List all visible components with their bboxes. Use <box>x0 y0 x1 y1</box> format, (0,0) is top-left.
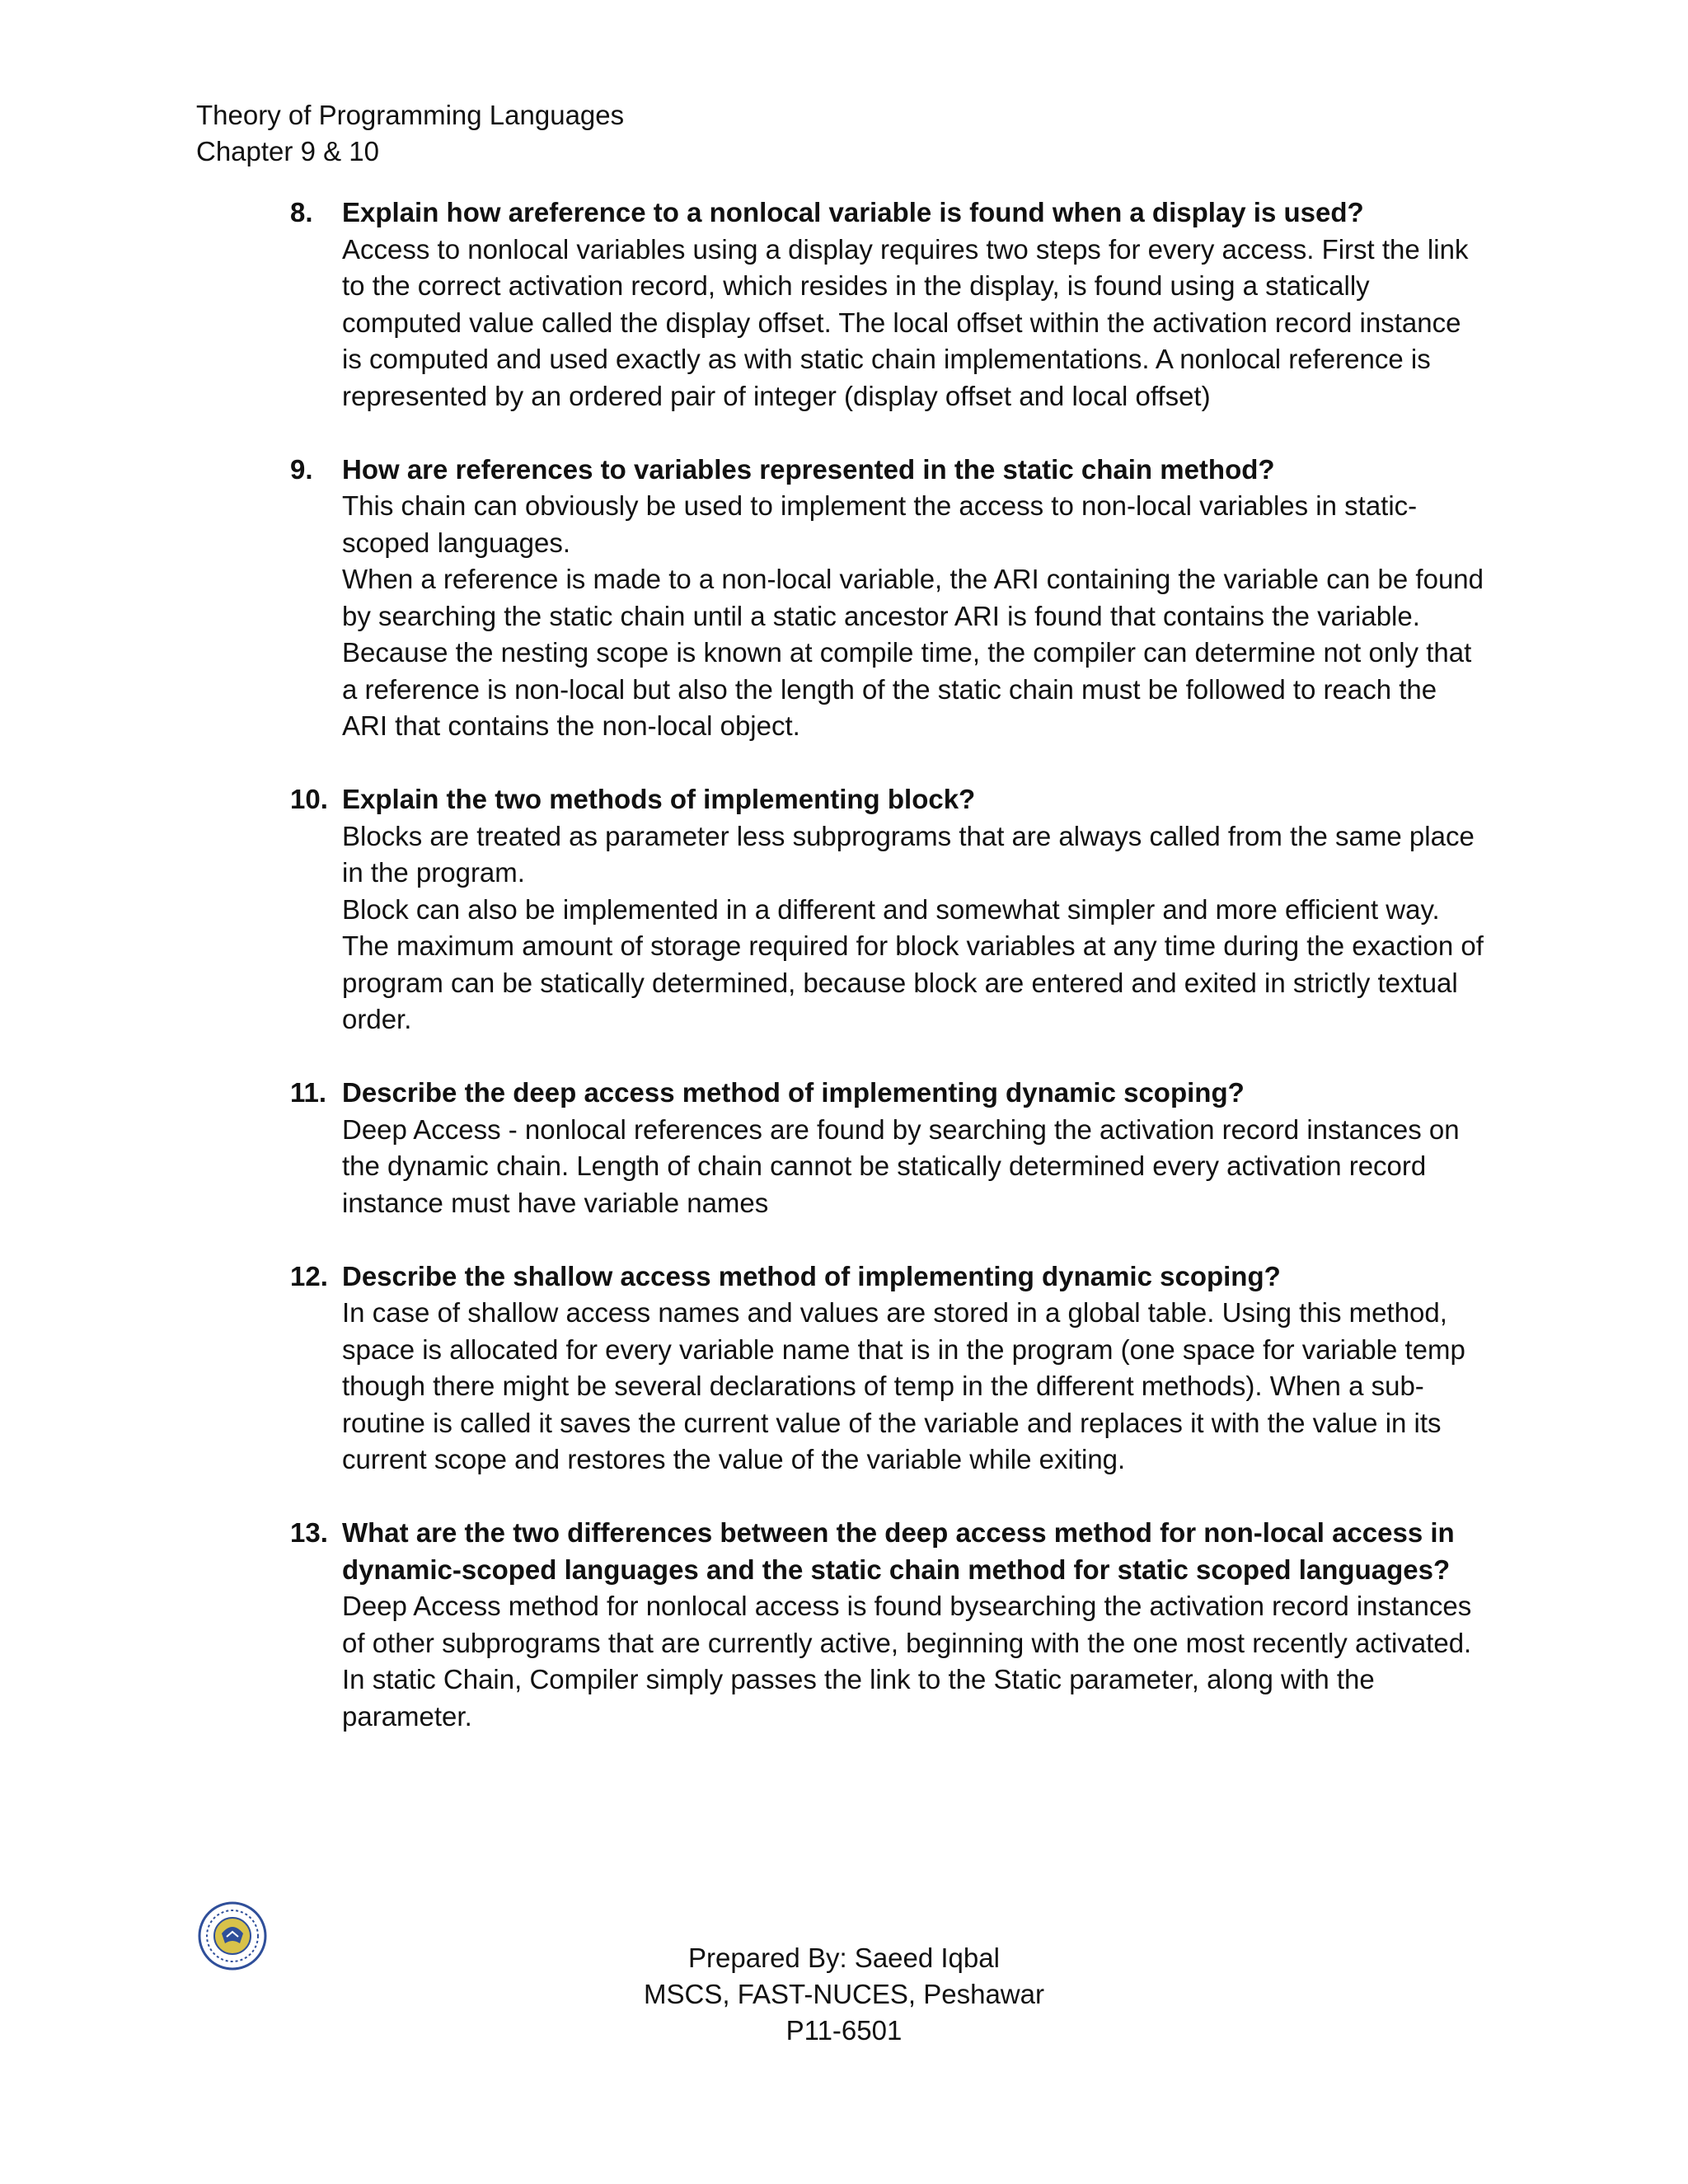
answer-text <box>342 1112 1487 1222</box>
question-body <box>342 1258 1487 1479</box>
question-body <box>342 194 1487 415</box>
document-header <box>196 97 624 170</box>
question-item <box>292 1258 1487 1479</box>
question-text: Explain how areference to a nonlocal variable is found when a display is used? <box>342 197 1364 227</box>
answer-paragraph: Deep Access method for nonlocal access is found bysearching the activation record instances of other subprograms that are currently active, beginning with the one most recently activated. <box>342 1591 1472 1658</box>
course-title: Theory of Programming Languages <box>196 100 625 130</box>
answer-text <box>342 818 1487 1038</box>
author-line: Prepared By: Saeed Iqbal <box>688 1943 1000 1973</box>
answer-text <box>342 232 1487 415</box>
question-number: 9. <box>290 453 313 485</box>
answer-paragraph: Because the nesting scope is known at compile time, the compiler can determine not only that a reference is non-local but also the length of the static chain must be followed to reach the ARI that contains the non-local object. <box>342 637 1472 741</box>
question-text: Explain the two methods of implementing block? <box>342 784 976 814</box>
question-body <box>342 1515 1487 1735</box>
student-id-line: P11-6501 <box>785 2015 903 2046</box>
question-number: 11. <box>290 1077 327 1108</box>
question-text: Describe the shallow access method of implementing dynamic scoping? <box>342 1260 1281 1291</box>
answer-paragraph: In case of shallow access names and values are stored in a global table. Using this method, space is allocated for every variable name that is in the program (one space for variable temp though there might be several declarations of temp in the different methods). When a sub-routine is called it saves the current value of the variable and replaces it with the value in its current scope and restores the value of the variable while exiting. <box>342 1297 1465 1474</box>
question-number: 8. <box>290 197 313 227</box>
answer-paragraph: Access to nonlocal variables using a display requires two steps for every access. First the link to the correct activation record, which resides in the display, is found using a statically computed value called the display offset. The local offset within the activation record instance is computed and used exactly as with static chain implementations. A nonlocal reference is represented by an ordered pair of integer (display offset and local offset) <box>342 233 1469 411</box>
question-list <box>292 194 1487 1772</box>
question-item <box>292 1515 1487 1735</box>
answer-text <box>342 488 1487 745</box>
answer-paragraph: In static Chain, Compiler simply passes the link to the Static parameter, along with the parameter. <box>342 1664 1375 1732</box>
answer-text <box>342 1588 1487 1735</box>
question-number: 13. <box>290 1517 328 1548</box>
question-item <box>292 452 1487 745</box>
answer-paragraph: Block can also be implemented in a different and somewhat simpler and more efficient way. The maximum amount of storage required for block variables at any time during the exaction of program can be statically determined, because block are entered and exited in strictly textual order. <box>342 893 1484 1034</box>
question-body <box>342 1075 1487 1221</box>
question-item <box>292 194 1487 415</box>
document-footer <box>0 1940 1688 2049</box>
question-number: 10. <box>290 784 328 814</box>
question-text: What are the two differences between the deep access method for non-local access in dynamic-scoped languages and the static chain method for static scoped languages? <box>342 1517 1455 1585</box>
answer-paragraph: Blocks are treated as parameter less subprograms that are always called from the same place in the program. <box>342 820 1475 888</box>
answer-text <box>342 1295 1487 1479</box>
question-item <box>292 781 1487 1038</box>
answer-paragraph: Deep Access - nonlocal references are found by searching the activation record instances on the dynamic chain. Length of chain cannot be statically determined every activation record instance must have variable names <box>342 1113 1460 1218</box>
question-text: Describe the deep access method of implementing dynamic scoping? <box>342 1077 1245 1108</box>
answer-paragraph: When a reference is made to a non-local variable, the ARI containing the variable can be found by searching the static chain until a static ancestor ARI is found that contains the variable. <box>342 564 1484 631</box>
question-item <box>292 1075 1487 1221</box>
question-text: How are references to variables represented in the static chain method? <box>342 453 1275 485</box>
chapter-title: Chapter 9 & 10 <box>196 136 379 166</box>
answer-paragraph: This chain can obviously be used to implement the access to non-local variables in static-scoped languages. <box>342 490 1418 558</box>
question-body <box>342 781 1487 1038</box>
question-number: 12. <box>290 1260 328 1291</box>
program-line: MSCS, FAST-NUCES, Peshawar <box>644 1979 1044 2009</box>
question-body <box>342 452 1487 745</box>
